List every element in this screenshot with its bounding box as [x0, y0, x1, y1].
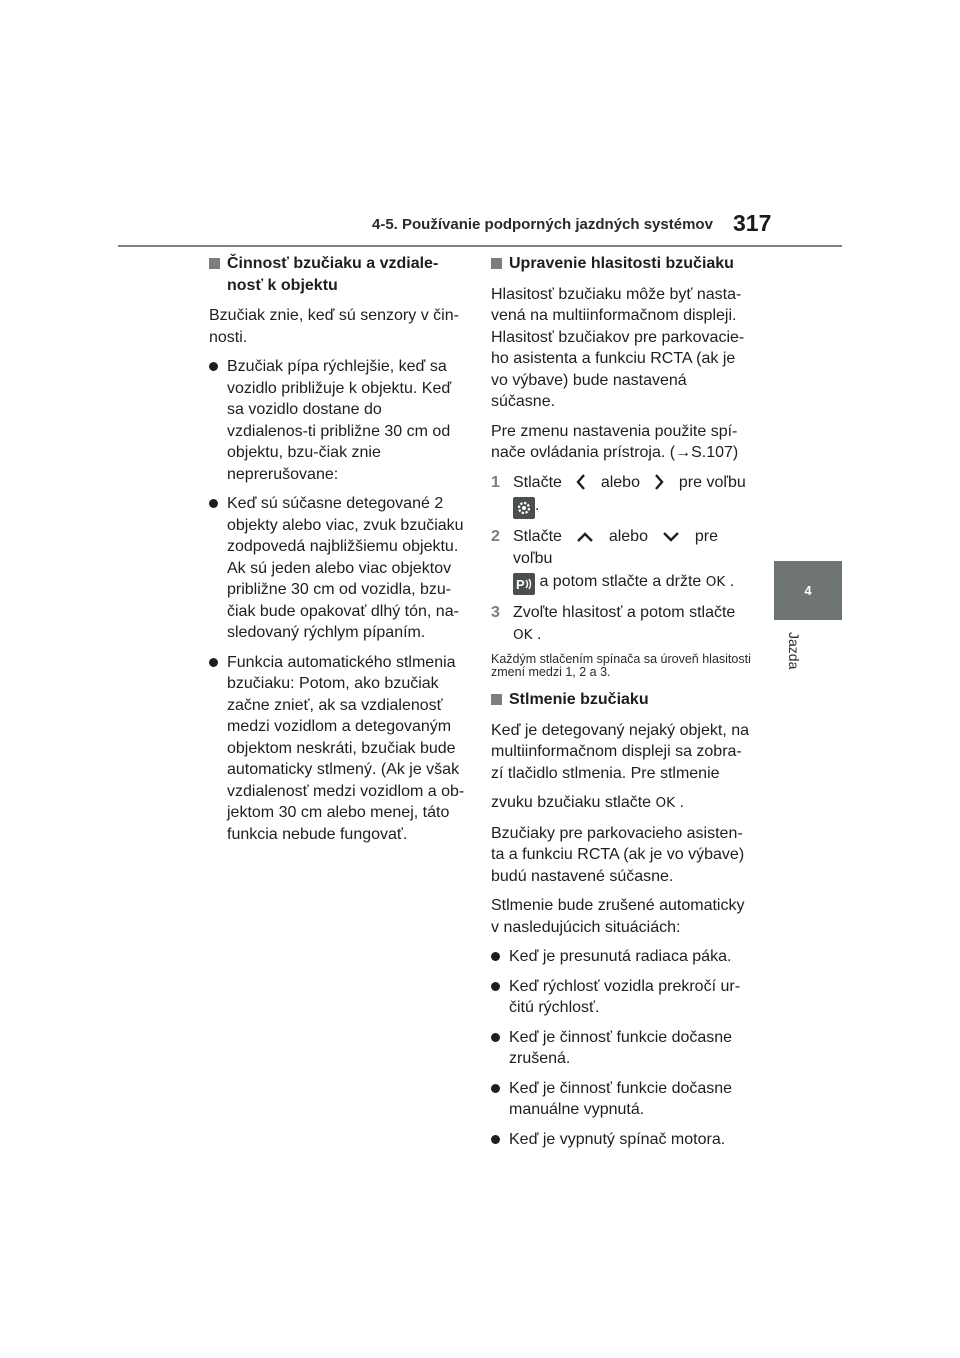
step-number: 3 [491, 604, 500, 621]
list-item [209, 493, 467, 644]
heading-text: Stlmenie bzučiaku [509, 691, 649, 708]
settings-gear-icon [513, 497, 535, 519]
paragraph: Pre zmenu nastavenia použite spí-nače ovládania prístroja. (→S.107) [491, 422, 739, 461]
chevron-right-icon [654, 473, 664, 491]
chevron-left-icon [576, 473, 586, 491]
header-divider [118, 245, 842, 247]
intro-paragraph: Bzučiak znie, keď sú senzory v čin-nosti. [209, 307, 459, 346]
paragraph-text: . [679, 794, 684, 811]
section-heading [491, 253, 753, 275]
list-item-text: Keď je činnosť funkcie dočasne manuálne vypnutá. [509, 1079, 733, 1118]
ok-button-label: OK [513, 626, 533, 643]
note-text: Každým stlačením spínača sa úroveň hlasitosti zmení medzi 1, 2 a 3. [491, 652, 751, 679]
heading-square-icon [491, 258, 502, 269]
list-item [491, 1078, 753, 1121]
list-item-text: Keď je činnosť funkcie dočasne zrušená. [509, 1028, 733, 1067]
list-item-text: Keď rýchlosť vozidla prekročí ur-čitú rýchlosť. [509, 977, 741, 1016]
step-text: alebo [608, 528, 648, 545]
section-title: 4-5. Používanie podporných jazdných systémov [372, 216, 713, 233]
svg-text:P: P [516, 577, 525, 592]
step-text: . [536, 625, 542, 643]
heading-square-icon [491, 694, 502, 705]
paragraph-text: Keď je detegovaný nejaký objekt, na multiinformačnom displeji sa zobra-zí tlačidlo stlmenia. Pre stlmenie [491, 721, 750, 782]
heading-text: Činnosť bzučiaku a vzdiale-nosť k objektu [227, 255, 439, 294]
bullet-icon [209, 499, 218, 508]
section-heading [209, 253, 467, 296]
list-item [491, 946, 753, 968]
list-item [491, 1027, 753, 1070]
step-text: Zvoľte hlasitosť a potom stlačte [513, 604, 736, 621]
step-2 [491, 526, 753, 595]
bullet-icon [491, 1033, 500, 1042]
left-column [209, 253, 467, 853]
step-text: . [535, 497, 540, 515]
paragraph-text: zvuku bzučiaku stlačte [491, 794, 652, 811]
bullet-icon [491, 952, 500, 961]
chevron-up-icon [576, 531, 594, 543]
step-text: alebo [600, 473, 640, 491]
list-item [209, 652, 467, 846]
step-text: Stlačte [513, 528, 562, 545]
chapter-tab: 4 [774, 561, 842, 620]
step-number: 2 [491, 528, 500, 545]
ok-button-label: OK [705, 574, 726, 591]
step-text: a potom stlačte a držte [539, 573, 702, 591]
bullet-icon [491, 1135, 500, 1144]
ok-button-label: OK [655, 795, 676, 811]
step-text: pre voľbu [678, 473, 746, 491]
chapter-tab-label: Jazda [786, 632, 802, 670]
step-text: pre voľbu [513, 528, 719, 567]
right-column [491, 253, 753, 1158]
list-item [491, 976, 753, 1019]
bullet-icon [209, 362, 218, 371]
bullet-icon [491, 982, 500, 991]
list-item-text: Keď je vypnutý spínač motora. [509, 1130, 726, 1148]
heading-square-icon [209, 258, 220, 269]
list-item-text: Keď je presunutá radiaca páka. [509, 948, 732, 965]
paragraph: Stlmenie bude zrušené automaticky v nasledujúcich situáciách: [491, 897, 745, 936]
list-item [491, 1129, 753, 1151]
paragraph: Bzučiaky pre parkovacieho asisten-ta a funkciu RCTA (ak je vo výbave) budú nastavené súčasne. [491, 824, 745, 885]
parking-sensor-icon [513, 573, 535, 595]
step-3 [491, 602, 753, 646]
list-item-text: Keď sú súčasne detegované 2 objekty alebo viac, zvuk bzučiaku zodpovedá najbližšiemu objektu. Ak sú jeden alebo viac objektov približne 30 cm od vozidla, bzu-čiak bude opakovať dlhý tón, na-sledovaný rýchlym pípaním. [227, 495, 464, 641]
chevron-down-icon [662, 531, 680, 543]
step-text: . [729, 573, 735, 591]
section-heading [491, 689, 753, 711]
heading-text: Upravenie hlasitosti bzučiaku [509, 255, 734, 272]
list-item-text: Bzučiak pípa rýchlejšie, keď sa vozidlo približuje k objektu. Keď sa vozidlo dostane do vzdialenos-ti približne 30 cm od objektu, bzu-čiak znie neprerušovane: [227, 358, 452, 483]
bullet-icon [491, 1084, 500, 1093]
step-1 [491, 472, 753, 520]
list-item [209, 356, 467, 485]
paragraph [491, 720, 753, 815]
step-text: Stlačte [513, 473, 562, 491]
step-number: 1 [491, 473, 500, 491]
bullet-icon [209, 658, 218, 667]
page-number: 317 [733, 210, 772, 236]
list-item-text: Funkcia automatického stlmenia bzučiaku: Potom, ako bzučiak začne znieť, ak sa vzdialenosť medzi vozidlom a detegovaným objektom neskráti, bzučiak bude automaticky stlmený. (Ak je však vzdialenosť medzi vozidlom a ob-jektom 30 cm alebo menej, táto funkcia nebude fungovať. [227, 653, 465, 843]
paragraph: Hlasitosť bzučiaku môže byť nasta-vená na multiinformačnom displeji. Hlasitosť bzučiakov pre parkovacie-ho asistenta a funkciu RCTA (ak je vo výbave) bude nastavená súčasne. [491, 285, 745, 410]
